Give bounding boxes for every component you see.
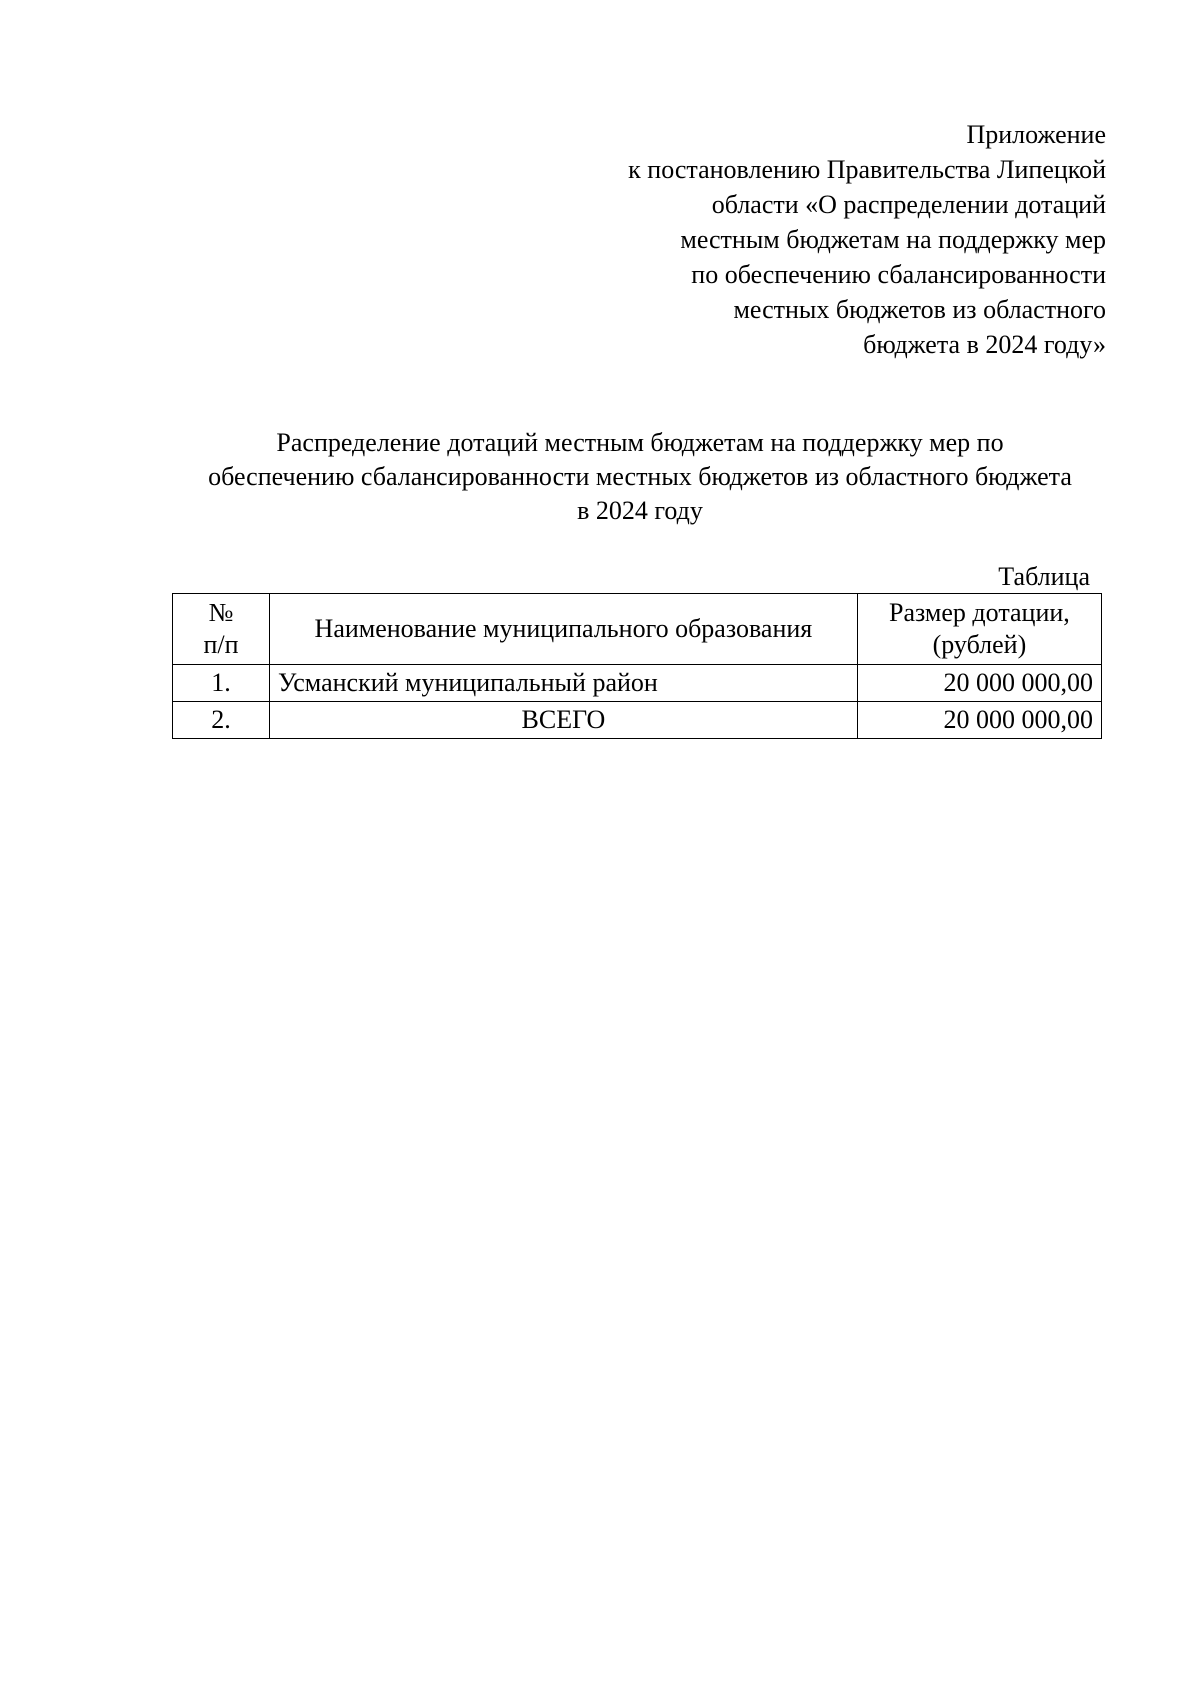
annex-block [546, 117, 1106, 362]
title-line: Распределение дотаций местным бюджетам на поддержку мер по [276, 428, 1004, 457]
header-amount-line: (рублей) [932, 630, 1027, 659]
annex-line: бюджета в 2024 году» [863, 330, 1106, 359]
header-num [173, 594, 270, 665]
row-amount: 20 000 000,00 [857, 665, 1101, 702]
document-title [160, 426, 1120, 528]
annex-line: Приложение [966, 120, 1106, 149]
table-caption: Таблица [998, 562, 1090, 591]
table-header-row [173, 594, 1102, 665]
title-line: обеспечению сбалансированности местных бюджетов из областного бюджета [208, 462, 1072, 491]
row-name: ВСЕГО [269, 702, 857, 739]
header-amount-line: Размер дотации, [889, 598, 1070, 627]
row-name: Усманский муниципальный район [269, 665, 857, 702]
annex-line: местных бюджетов из областного [733, 295, 1106, 324]
row-num: 1. [173, 665, 270, 702]
row-amount: 20 000 000,00 [857, 702, 1101, 739]
table-row-total [173, 702, 1102, 739]
header-num-line: п/п [203, 630, 239, 659]
header-name: Наименование муниципального образования [269, 594, 857, 665]
header-num-line: № [208, 598, 234, 627]
distribution-table [172, 593, 1102, 739]
header-amount [857, 594, 1101, 665]
annex-line: по обеспечению сбалансированности [691, 260, 1106, 289]
annex-line: к постановлению Правительства Липецкой [628, 155, 1106, 184]
annex-line: местным бюджетам на поддержку мер [680, 225, 1106, 254]
row-num: 2. [173, 702, 270, 739]
table-row [173, 665, 1102, 702]
annex-line: области «О распределении дотаций [711, 190, 1106, 219]
title-line: в 2024 году [577, 496, 703, 525]
